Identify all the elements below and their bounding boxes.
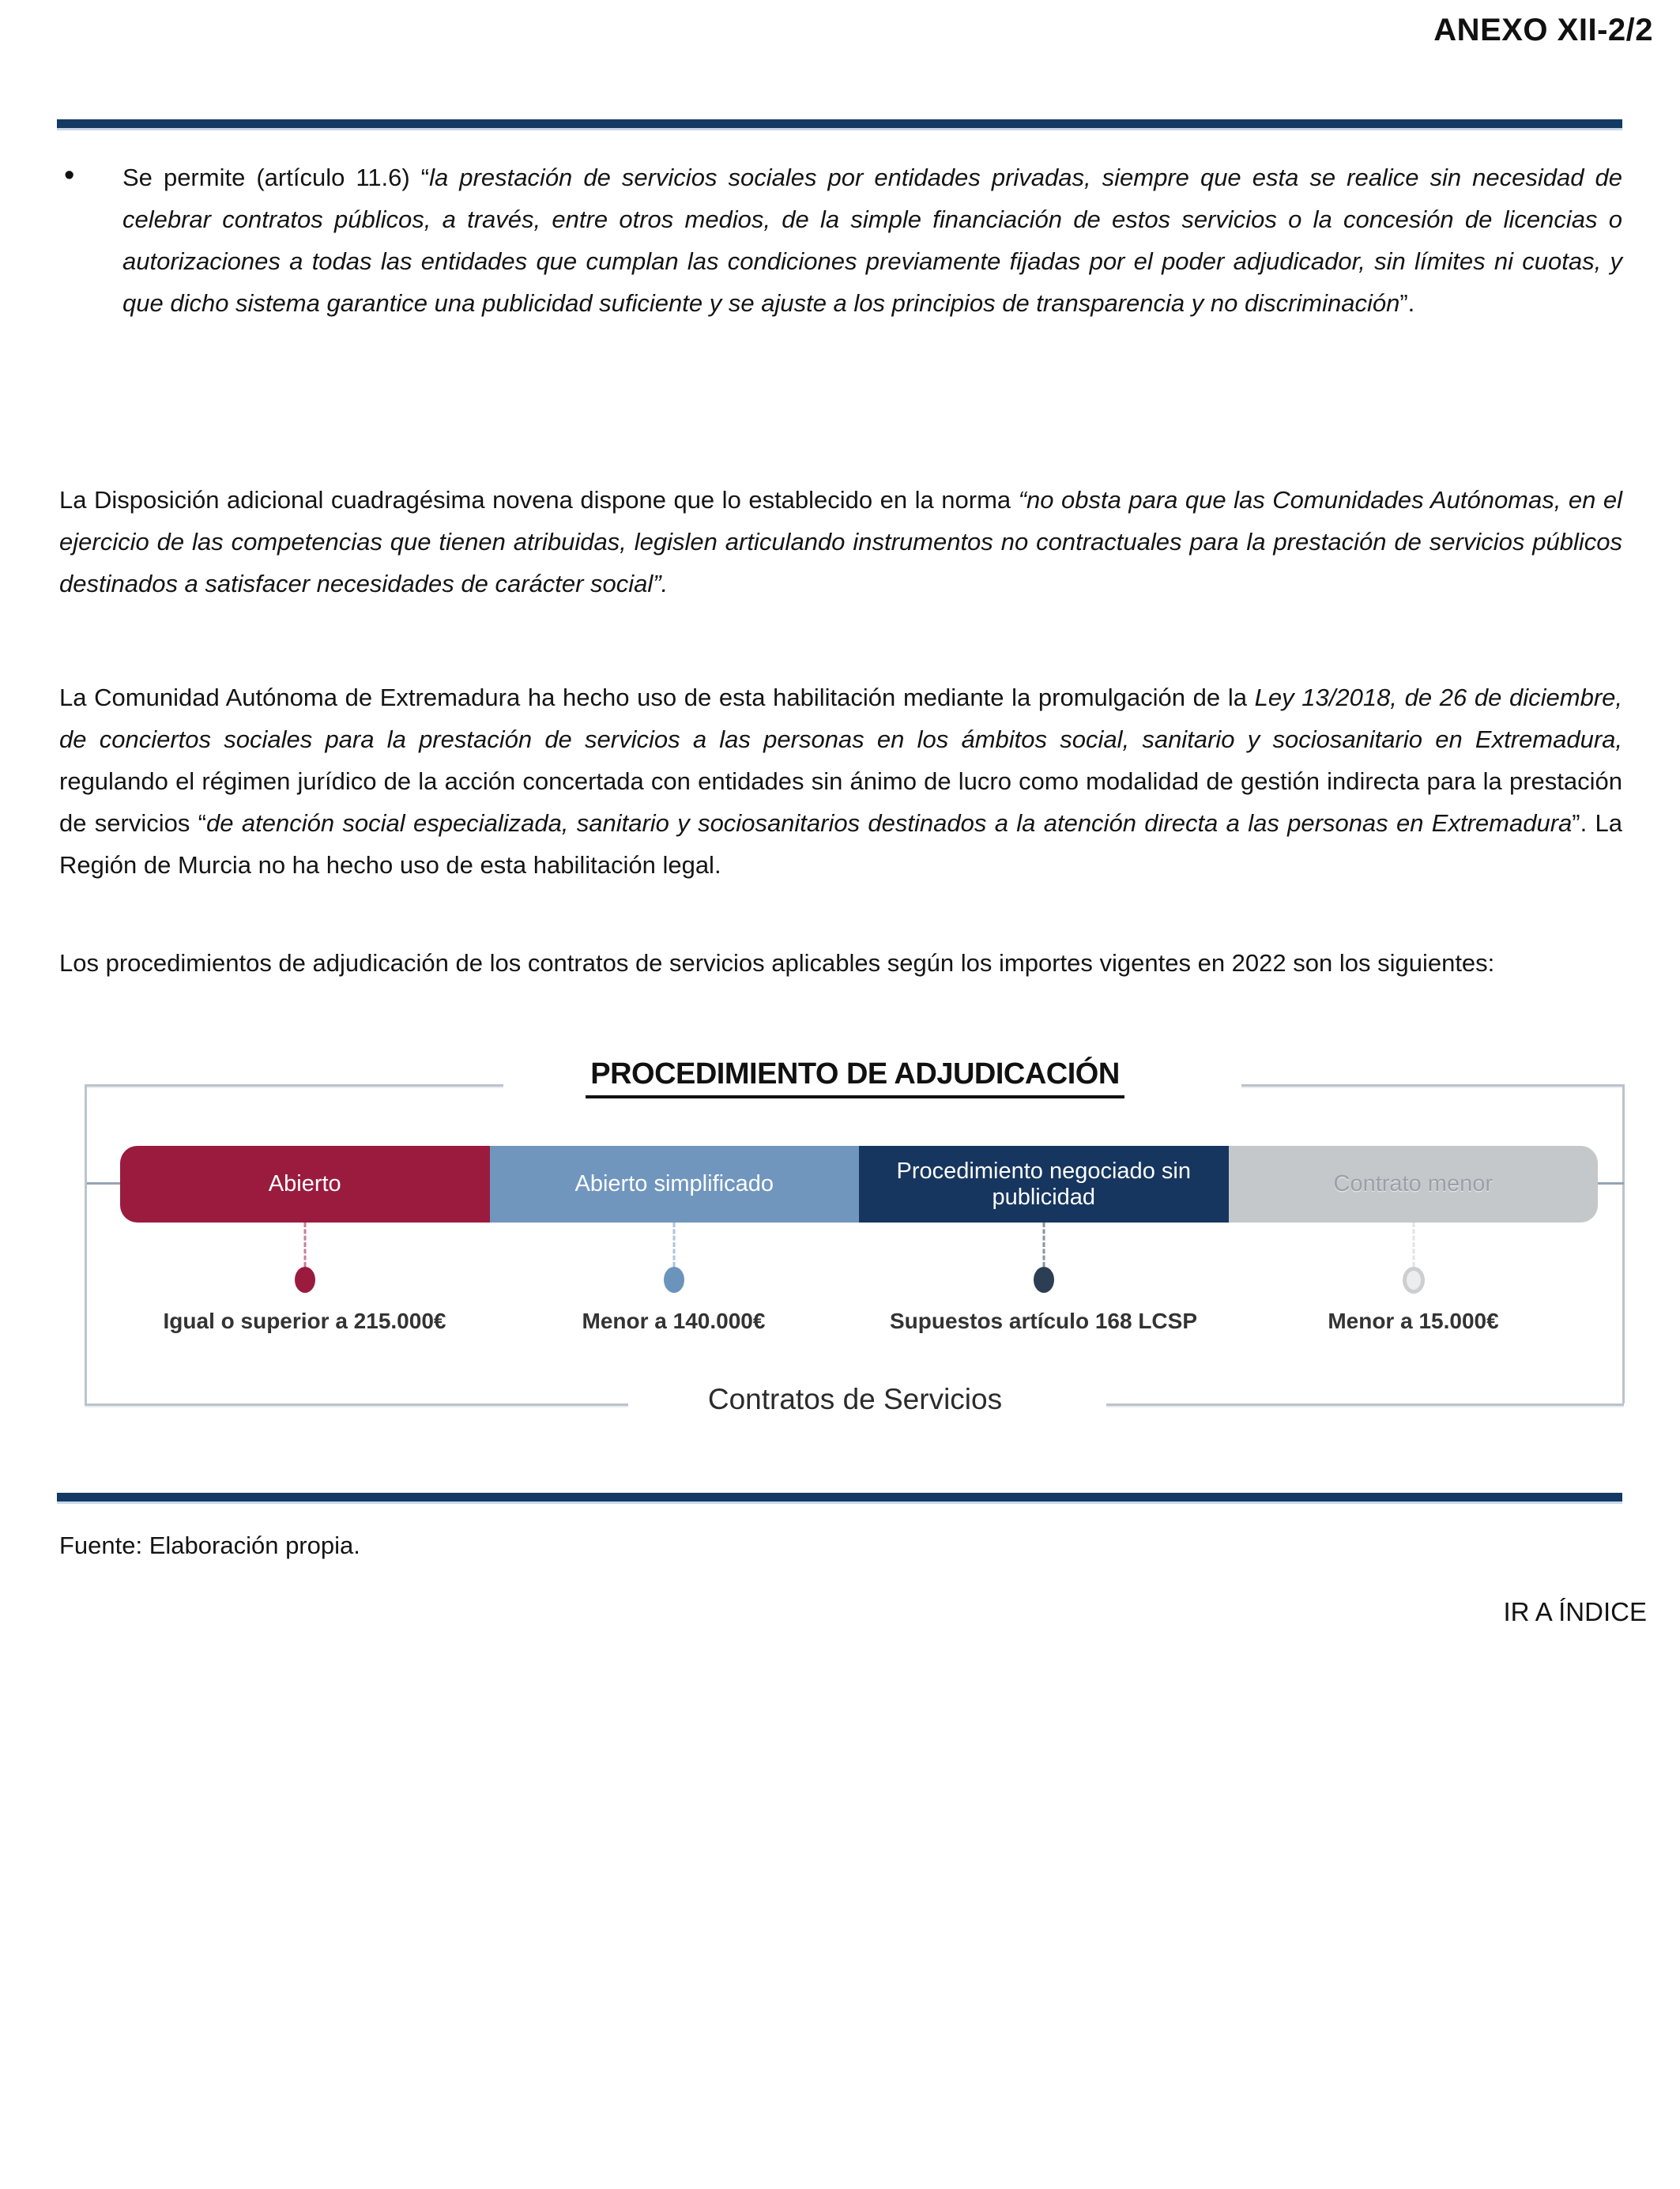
paragraph-extremadura <box>59 676 1622 886</box>
adjudication-procedure-figure <box>85 1057 1625 1425</box>
frame-right-line <box>1622 1084 1625 1403</box>
dot-negociado <box>1034 1267 1054 1293</box>
paragraph-procedimientos <box>59 942 1622 984</box>
top-divider-rule <box>57 119 1622 128</box>
right-connector-tick <box>1598 1182 1624 1185</box>
frame-left-line <box>85 1084 87 1403</box>
dot-abierto <box>295 1267 315 1293</box>
paragraph-procedimientos-text: Los procedimientos de adjudicación de los contratos de servicios aplicables según los importes vigentes en 2022 son los siguientes: <box>59 949 1495 977</box>
bar-contrato-menor-label: Contrato menor <box>1333 1171 1493 1196</box>
go-to-index-link[interactable]: IR A ÍNDICE <box>1498 1596 1652 1628</box>
bottom-divider-rule <box>57 1493 1622 1501</box>
bullet-marker: • <box>64 159 75 192</box>
value-label-abierto-simplificado: Menor a 140.000€ <box>582 1309 766 1333</box>
leader-line-contrato-menor <box>1412 1223 1414 1267</box>
bar-abierto-label: Abierto <box>268 1171 341 1196</box>
bullet-paragraph <box>59 156 1622 324</box>
bullet-paragraph-text: Se permite (artículo 11.6) “la prestación de servicios sociales por entidades privadas, siempre que esta se realice sin necesidad de celebrar contratos públicos, a través, entre otros medios, de la simple financiación de estos servicios o la concesión de licencias o autorizaciones a todas las entidades que cumplan las condiciones previamente fijadas por el poder adjudicador, sin límites ni cuotas, y que dicho sistema garantice una publicidad suficiente y se ajuste a los principios de transparencia y no discriminación”. <box>122 164 1622 317</box>
dot-contrato-menor <box>1403 1267 1425 1294</box>
figure-caption: Contratos de Servicios <box>684 1383 1026 1416</box>
leader-line-abierto-simplificado <box>672 1223 675 1267</box>
value-label-negociado: Supuestos artículo 168 LCSP <box>890 1309 1197 1333</box>
paragraph-disposicion <box>59 479 1622 605</box>
figure-title: PROCEDIMIENTO DE ADJUDICACIÓN <box>586 1057 1124 1098</box>
paragraph-extremadura-text: La Comunidad Autónoma de Extremadura ha hecho uso de esta habilitación mediante la promulgación de la Ley 13/2018, de 26 de diciembre, de conciertos sociales para la prestación de servicios a las personas en los ámbitos social, sanitario y sociosanitario en Extremadura, regulando el régimen jurídico de la acción concertada con entidades sin ánimo de lucro como modalidad de gestión indirecta para la prestación de servicios “de atención social especializada, sanitario y sociosanitarios destinados a la atención directa a las personas en Extremadura”. La Región de Murcia no ha hecho uso de esta habilitación legal. <box>59 684 1623 879</box>
bar-abierto-simplificado-label: Abierto simplificado <box>574 1171 774 1196</box>
bar-negociado-label: Procedimiento negociado sin publicidad <box>896 1158 1191 1210</box>
dot-abierto-simplificado <box>664 1267 684 1293</box>
source-note: Fuente: Elaboración propia. <box>59 1532 360 1559</box>
paragraph-disposicion-text: La Disposición adicional cuadragésima novena dispone que lo establecido en la norma “no obsta para que las Comunidades Autónomas, en el ejercicio de las competencias que tienen atribuidas, legislen articulando instrumentos no contractuales para la prestación de servicios públicos destinados a satisfacer necesidades de carácter social”. <box>59 486 1622 597</box>
left-connector-tick <box>87 1182 120 1185</box>
annex-header-label: ANEXO XII-2/2 <box>1433 13 1653 47</box>
leader-line-negociado <box>1042 1223 1045 1267</box>
value-label-abierto: Igual o superior a 215.000€ <box>163 1309 446 1333</box>
leader-line-abierto <box>303 1223 306 1267</box>
value-label-contrato-menor: Menor a 15.000€ <box>1328 1309 1499 1333</box>
